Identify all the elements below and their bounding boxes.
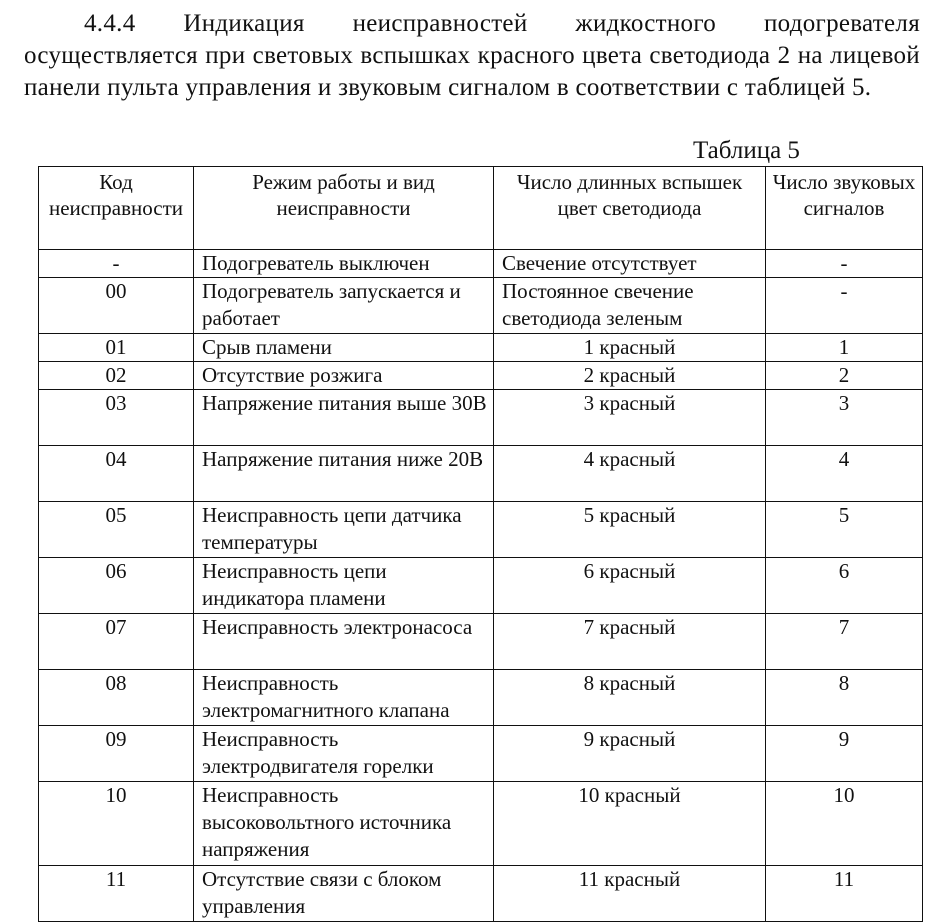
cell-sounds: 6 [766, 558, 923, 614]
header-code: Код неисправности [39, 167, 194, 250]
cell-flashes: Свечение отсутствует [494, 250, 766, 278]
cell-sounds: 7 [766, 614, 923, 670]
cell-sounds: 9 [766, 726, 923, 782]
cell-mode: Неисправность электронасоса [194, 614, 494, 670]
table-row [39, 782, 923, 866]
table-row [39, 250, 923, 278]
cell-sounds: 4 [766, 446, 923, 502]
cell-mode: Неисправность цепи индикатора пламени [194, 558, 494, 614]
cell-flashes: 5 красный [494, 502, 766, 558]
cell-flashes: Постоянное свечение светодиода зеленым [494, 278, 766, 334]
cell-code: 08 [39, 670, 194, 726]
cell-flashes: 10 красный [494, 782, 766, 866]
cell-code: 01 [39, 334, 194, 362]
cell-flashes: 1 красный [494, 334, 766, 362]
cell-sounds: - [766, 278, 923, 334]
table-header-row [39, 167, 923, 250]
cell-mode: Отсутствие связи с блоком управления [194, 866, 494, 922]
table-row [39, 334, 923, 362]
cell-code: 02 [39, 362, 194, 390]
cell-code: 09 [39, 726, 194, 782]
cell-sounds: 3 [766, 390, 923, 446]
table-row [39, 446, 923, 502]
cell-mode: Неисправность цепи датчика температуры [194, 502, 494, 558]
table-row [39, 502, 923, 558]
cell-sounds: 5 [766, 502, 923, 558]
cell-mode: Подогреватель запускается и работает [194, 278, 494, 334]
cell-flashes: 3 красный [494, 390, 766, 446]
cell-code: 11 [39, 866, 194, 922]
table-row [39, 866, 923, 922]
cell-code: 06 [39, 558, 194, 614]
header-flashes: Число длинных вспышек цвет светодиода [494, 167, 766, 250]
cell-sounds: 10 [766, 782, 923, 866]
table-row [39, 670, 923, 726]
table-caption: Таблица 5 [693, 137, 800, 164]
cell-mode: Неисправность электродвигателя горелки [194, 726, 494, 782]
table-row [39, 726, 923, 782]
cell-sounds: - [766, 250, 923, 278]
cell-mode: Срыв пламени [194, 334, 494, 362]
cell-mode: Подогреватель выключен [194, 250, 494, 278]
cell-flashes: 8 красный [494, 670, 766, 726]
fault-table [38, 166, 923, 922]
paragraph-text: 4.4.4 Индикация неисправностей жидкостного подогревателя осуществляется при световых вспышках красного цвета светодиода 2 на лицевой панели пульта управления и звуковым сигналом в соответствии с таблицей 5. [24, 10, 920, 101]
cell-code: - [39, 250, 194, 278]
cell-code: 03 [39, 390, 194, 446]
cell-code: 07 [39, 614, 194, 670]
cell-mode: Отсутствие розжига [194, 362, 494, 390]
table-row [39, 278, 923, 334]
cell-flashes: 9 красный [494, 726, 766, 782]
cell-sounds: 8 [766, 670, 923, 726]
header-mode: Режим работы и вид неисправности [194, 167, 494, 250]
cell-sounds: 1 [766, 334, 923, 362]
cell-code: 04 [39, 446, 194, 502]
cell-flashes: 2 красный [494, 362, 766, 390]
table-row [39, 390, 923, 446]
cell-sounds: 11 [766, 866, 923, 922]
cell-code: 10 [39, 782, 194, 866]
cell-mode: Напряжение питания выше 30В [194, 390, 494, 446]
cell-mode: Напряжение питания ниже 20В [194, 446, 494, 502]
cell-flashes: 6 красный [494, 558, 766, 614]
cell-mode: Неисправность электромагнитного клапана [194, 670, 494, 726]
table-row [39, 558, 923, 614]
cell-flashes: 4 красный [494, 446, 766, 502]
cell-code: 00 [39, 278, 194, 334]
cell-mode: Неисправность высоковольтного источника напряжения [194, 782, 494, 866]
header-sounds: Число звуковых сигналов [766, 167, 923, 250]
cell-sounds: 2 [766, 362, 923, 390]
table-row [39, 362, 923, 390]
cell-code: 05 [39, 502, 194, 558]
table-row [39, 614, 923, 670]
cell-flashes: 11 красный [494, 866, 766, 922]
cell-flashes: 7 красный [494, 614, 766, 670]
